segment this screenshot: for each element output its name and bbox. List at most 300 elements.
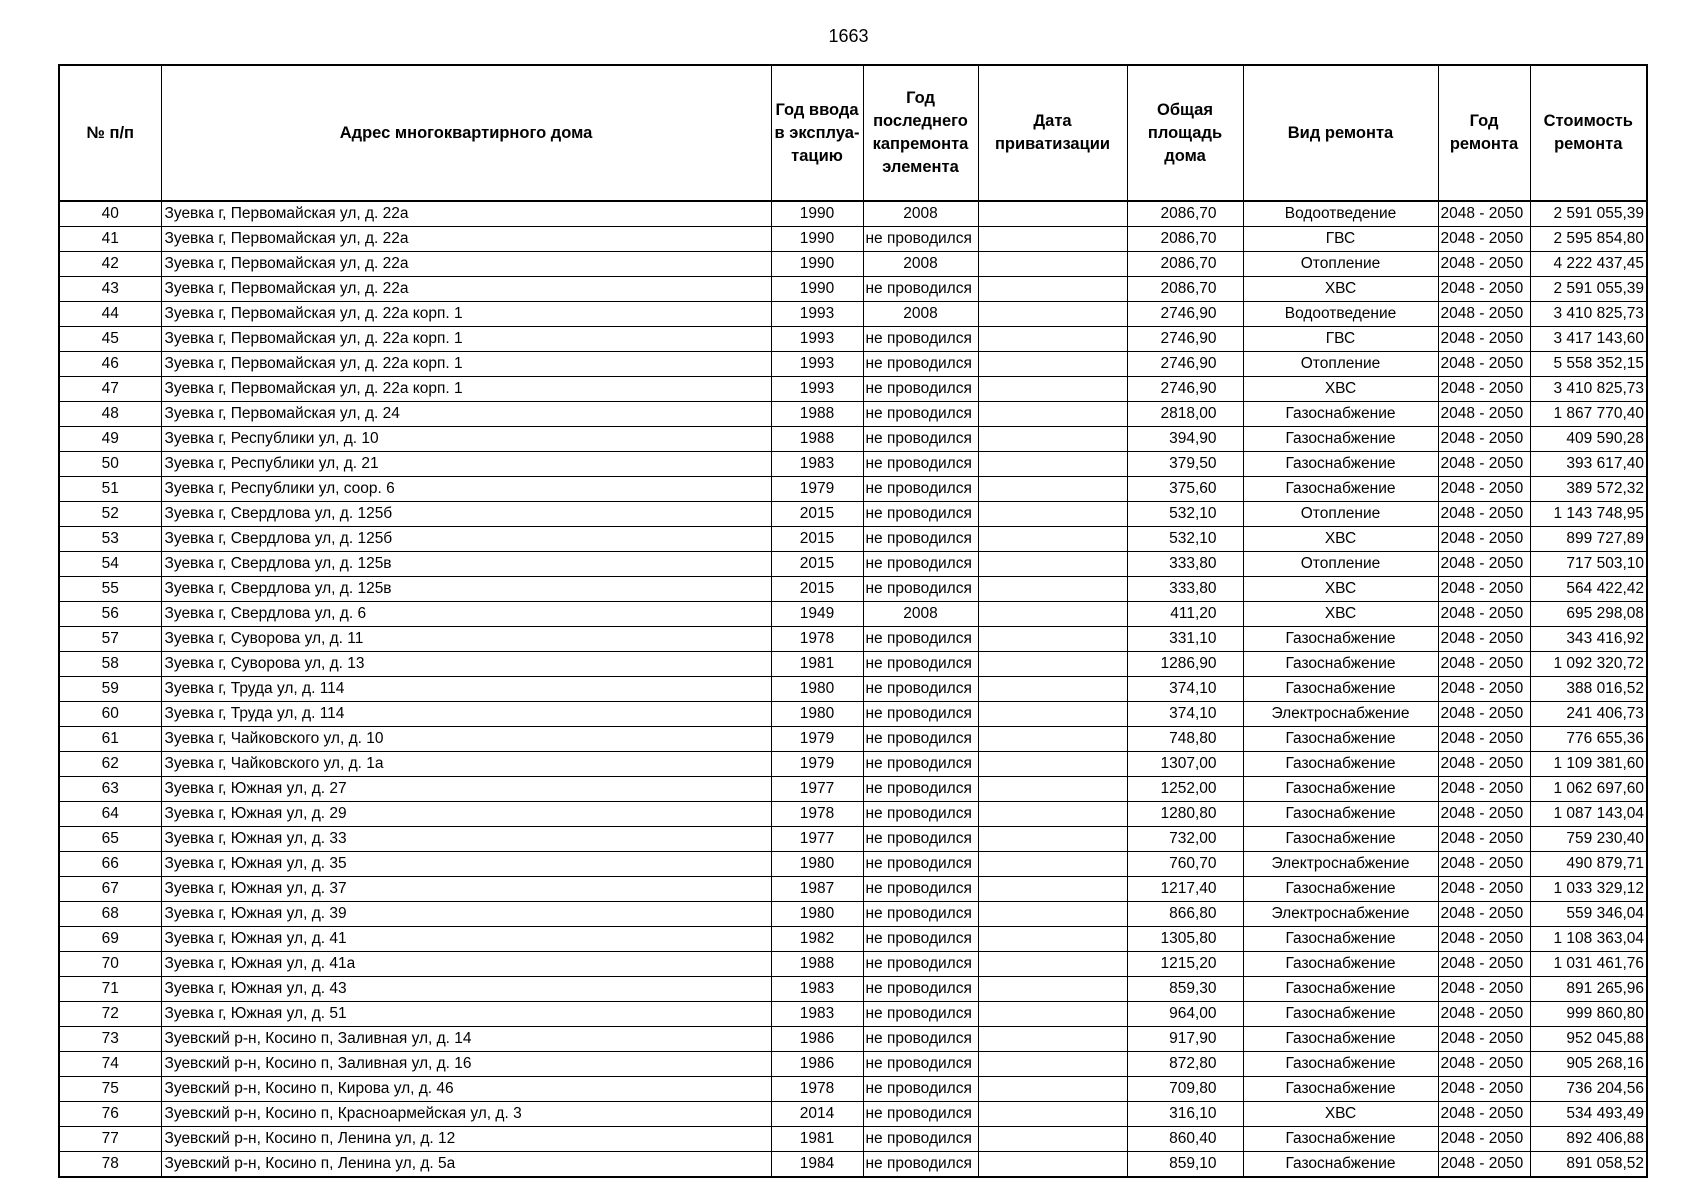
row-repair-type: ХВС bbox=[1243, 527, 1438, 552]
row-cost: 3 410 825,73 bbox=[1530, 377, 1647, 402]
row-cost: 564 422,42 bbox=[1530, 577, 1647, 602]
row-cost: 1 867 770,40 bbox=[1530, 402, 1647, 427]
row-last-repair: не проводился bbox=[863, 577, 978, 602]
row-address: Зуевка г, Первомайская ул, д. 24 bbox=[161, 402, 771, 427]
row-repair-type: Газоснабжение bbox=[1243, 477, 1438, 502]
row-cost: 1 033 329,12 bbox=[1530, 877, 1647, 902]
table-row bbox=[59, 452, 1647, 477]
row-last-repair: не проводился bbox=[863, 227, 978, 252]
row-number: 56 bbox=[59, 602, 161, 627]
row-repair-year: 2048 - 2050 bbox=[1438, 652, 1530, 677]
row-cost: 490 879,71 bbox=[1530, 852, 1647, 877]
row-address: Зуевка г, Южная ул, д. 39 bbox=[161, 902, 771, 927]
row-privatization bbox=[978, 727, 1127, 752]
row-repair-year: 2048 - 2050 bbox=[1438, 227, 1530, 252]
row-repair-type: Водоотведение bbox=[1243, 201, 1438, 227]
row-year-built: 1979 bbox=[771, 752, 863, 777]
row-address: Зуевка г, Южная ул, д. 41а bbox=[161, 952, 771, 977]
row-repair-year: 2048 - 2050 bbox=[1438, 627, 1530, 652]
row-number: 54 bbox=[59, 552, 161, 577]
table-row bbox=[59, 602, 1647, 627]
row-repair-year: 2048 - 2050 bbox=[1438, 1077, 1530, 1102]
row-repair-type: Газоснабжение bbox=[1243, 802, 1438, 827]
row-cost: 899 727,89 bbox=[1530, 527, 1647, 552]
row-privatization bbox=[978, 502, 1127, 527]
row-number: 77 bbox=[59, 1127, 161, 1152]
row-address: Зуевский р-н, Косино п, Красноармейская ул, д. 3 bbox=[161, 1102, 771, 1127]
row-area: 394,90 bbox=[1127, 427, 1243, 452]
row-repair-type: ХВС bbox=[1243, 277, 1438, 302]
row-year-built: 1993 bbox=[771, 302, 863, 327]
row-privatization bbox=[978, 627, 1127, 652]
row-year-built: 1980 bbox=[771, 677, 863, 702]
row-number: 57 bbox=[59, 627, 161, 652]
row-year-built: 1979 bbox=[771, 727, 863, 752]
row-area: 316,10 bbox=[1127, 1102, 1243, 1127]
row-cost: 3 417 143,60 bbox=[1530, 327, 1647, 352]
row-area: 760,70 bbox=[1127, 852, 1243, 877]
row-cost: 1 092 320,72 bbox=[1530, 652, 1647, 677]
row-year-built: 2015 bbox=[771, 502, 863, 527]
row-year-built: 1983 bbox=[771, 1002, 863, 1027]
row-cost: 409 590,28 bbox=[1530, 427, 1647, 452]
row-area: 2746,90 bbox=[1127, 352, 1243, 377]
table-row bbox=[59, 852, 1647, 877]
row-privatization bbox=[978, 827, 1127, 852]
row-area: 872,80 bbox=[1127, 1052, 1243, 1077]
row-number: 62 bbox=[59, 752, 161, 777]
row-number: 46 bbox=[59, 352, 161, 377]
table-row bbox=[59, 652, 1647, 677]
row-year-built: 1990 bbox=[771, 201, 863, 227]
header-num: № п/п bbox=[59, 65, 161, 201]
row-last-repair: не проводился bbox=[863, 802, 978, 827]
row-last-repair: не проводился bbox=[863, 1052, 978, 1077]
row-number: 49 bbox=[59, 427, 161, 452]
table-row bbox=[59, 1102, 1647, 1127]
row-area: 860,40 bbox=[1127, 1127, 1243, 1152]
row-repair-type: Газоснабжение bbox=[1243, 1127, 1438, 1152]
row-address: Зуевка г, Южная ул, д. 43 bbox=[161, 977, 771, 1002]
row-repair-type: Газоснабжение bbox=[1243, 1077, 1438, 1102]
row-year-built: 1988 bbox=[771, 952, 863, 977]
row-privatization bbox=[978, 602, 1127, 627]
header-row bbox=[59, 65, 1647, 201]
row-repair-year: 2048 - 2050 bbox=[1438, 852, 1530, 877]
row-last-repair: не проводился bbox=[863, 827, 978, 852]
row-repair-type: Газоснабжение bbox=[1243, 677, 1438, 702]
table-row bbox=[59, 502, 1647, 527]
row-area: 2086,70 bbox=[1127, 277, 1243, 302]
row-privatization bbox=[978, 402, 1127, 427]
row-number: 45 bbox=[59, 327, 161, 352]
row-privatization bbox=[978, 1127, 1127, 1152]
row-repair-year: 2048 - 2050 bbox=[1438, 777, 1530, 802]
table-row bbox=[59, 402, 1647, 427]
row-cost: 999 860,80 bbox=[1530, 1002, 1647, 1027]
row-number: 70 bbox=[59, 952, 161, 977]
row-number: 52 bbox=[59, 502, 161, 527]
row-repair-type: Отопление bbox=[1243, 352, 1438, 377]
row-year-built: 2015 bbox=[771, 552, 863, 577]
row-address: Зуевка г, Свердлова ул, д. 125в bbox=[161, 577, 771, 602]
row-year-built: 1981 bbox=[771, 652, 863, 677]
row-repair-year: 2048 - 2050 bbox=[1438, 902, 1530, 927]
row-repair-year: 2048 - 2050 bbox=[1438, 252, 1530, 277]
row-repair-type: Газоснабжение bbox=[1243, 727, 1438, 752]
row-repair-year: 2048 - 2050 bbox=[1438, 802, 1530, 827]
row-address: Зуевский р-н, Косино п, Ленина ул, д. 12 bbox=[161, 1127, 771, 1152]
row-last-repair: не проводился bbox=[863, 677, 978, 702]
row-address: Зуевка г, Свердлова ул, д. 6 bbox=[161, 602, 771, 627]
row-area: 374,10 bbox=[1127, 677, 1243, 702]
row-repair-type: Газоснабжение bbox=[1243, 752, 1438, 777]
table-row bbox=[59, 1027, 1647, 1052]
row-address: Зуевка г, Республики ул, соор. 6 bbox=[161, 477, 771, 502]
row-cost: 776 655,36 bbox=[1530, 727, 1647, 752]
table-row bbox=[59, 827, 1647, 852]
row-repair-type: Отопление bbox=[1243, 252, 1438, 277]
row-repair-type: Газоснабжение bbox=[1243, 627, 1438, 652]
header-privatization: Дата приватизации bbox=[978, 65, 1127, 201]
row-repair-type: Газоснабжение bbox=[1243, 1002, 1438, 1027]
row-cost: 1 108 363,04 bbox=[1530, 927, 1647, 952]
table-row bbox=[59, 1077, 1647, 1102]
row-privatization bbox=[978, 1002, 1127, 1027]
table-row bbox=[59, 927, 1647, 952]
header-address: Адрес многоквартирного дома bbox=[161, 65, 771, 201]
row-repair-year: 2048 - 2050 bbox=[1438, 927, 1530, 952]
row-privatization bbox=[978, 1152, 1127, 1178]
row-privatization bbox=[978, 427, 1127, 452]
row-repair-type: Газоснабжение bbox=[1243, 977, 1438, 1002]
row-privatization bbox=[978, 227, 1127, 252]
row-last-repair: не проводился bbox=[863, 877, 978, 902]
header-cost: Стоимость ремонта bbox=[1530, 65, 1647, 201]
table-row bbox=[59, 702, 1647, 727]
row-repair-type: Газоснабжение bbox=[1243, 927, 1438, 952]
row-repair-type: Газоснабжение bbox=[1243, 877, 1438, 902]
row-privatization bbox=[978, 1027, 1127, 1052]
row-repair-type: Газоснабжение bbox=[1243, 777, 1438, 802]
row-cost: 1 062 697,60 bbox=[1530, 777, 1647, 802]
row-privatization bbox=[978, 702, 1127, 727]
table-row bbox=[59, 252, 1647, 277]
row-repair-year: 2048 - 2050 bbox=[1438, 827, 1530, 852]
row-area: 532,10 bbox=[1127, 527, 1243, 552]
row-address: Зуевка г, Первомайская ул, д. 22а bbox=[161, 227, 771, 252]
row-last-repair: не проводился bbox=[863, 277, 978, 302]
row-cost: 559 346,04 bbox=[1530, 902, 1647, 927]
row-area: 2086,70 bbox=[1127, 252, 1243, 277]
table-row bbox=[59, 352, 1647, 377]
row-repair-type: Газоснабжение bbox=[1243, 827, 1438, 852]
row-privatization bbox=[978, 1102, 1127, 1127]
row-address: Зуевка г, Южная ул, д. 35 bbox=[161, 852, 771, 877]
row-address: Зуевка г, Южная ул, д. 41 bbox=[161, 927, 771, 952]
row-year-built: 1988 bbox=[771, 402, 863, 427]
table-row bbox=[59, 952, 1647, 977]
row-repair-type: Газоснабжение bbox=[1243, 1027, 1438, 1052]
row-area: 2746,90 bbox=[1127, 302, 1243, 327]
row-repair-type: Электроснабжение bbox=[1243, 852, 1438, 877]
row-address: Зуевка г, Южная ул, д. 51 bbox=[161, 1002, 771, 1027]
row-last-repair: не проводился bbox=[863, 327, 978, 352]
row-number: 60 bbox=[59, 702, 161, 727]
row-repair-type: ГВС bbox=[1243, 327, 1438, 352]
row-privatization bbox=[978, 201, 1127, 227]
row-privatization bbox=[978, 1052, 1127, 1077]
row-privatization bbox=[978, 902, 1127, 927]
row-address: Зуевка г, Свердлова ул, д. 125в bbox=[161, 552, 771, 577]
row-area: 1215,20 bbox=[1127, 952, 1243, 977]
header-year-built: Год ввода в эксплуа-тацию bbox=[771, 65, 863, 201]
row-area: 917,90 bbox=[1127, 1027, 1243, 1052]
row-repair-year: 2048 - 2050 bbox=[1438, 377, 1530, 402]
row-area: 1280,80 bbox=[1127, 802, 1243, 827]
table-row bbox=[59, 577, 1647, 602]
row-area: 866,80 bbox=[1127, 902, 1243, 927]
row-cost: 717 503,10 bbox=[1530, 552, 1647, 577]
row-year-built: 1978 bbox=[771, 802, 863, 827]
row-address: Зуевка г, Первомайская ул, д. 22а корп. 1 bbox=[161, 302, 771, 327]
row-cost: 1 109 381,60 bbox=[1530, 752, 1647, 777]
row-area: 375,60 bbox=[1127, 477, 1243, 502]
row-year-built: 1949 bbox=[771, 602, 863, 627]
row-privatization bbox=[978, 377, 1127, 402]
table-body bbox=[59, 201, 1647, 1177]
row-number: 51 bbox=[59, 477, 161, 502]
row-repair-year: 2048 - 2050 bbox=[1438, 1052, 1530, 1077]
row-last-repair: не проводился bbox=[863, 977, 978, 1002]
table-row bbox=[59, 977, 1647, 1002]
row-number: 50 bbox=[59, 452, 161, 477]
row-last-repair: не проводился bbox=[863, 777, 978, 802]
row-last-repair: не проводился bbox=[863, 1027, 978, 1052]
row-cost: 534 493,49 bbox=[1530, 1102, 1647, 1127]
row-area: 2818,00 bbox=[1127, 402, 1243, 427]
row-address: Зуевка г, Труда ул, д. 114 bbox=[161, 677, 771, 702]
row-area: 748,80 bbox=[1127, 727, 1243, 752]
header-area: Общая площадь дома bbox=[1127, 65, 1243, 201]
row-repair-year: 2048 - 2050 bbox=[1438, 877, 1530, 902]
row-repair-type: Газоснабжение bbox=[1243, 427, 1438, 452]
row-cost: 891 265,96 bbox=[1530, 977, 1647, 1002]
row-address: Зуевка г, Республики ул, д. 21 bbox=[161, 452, 771, 477]
row-number: 58 bbox=[59, 652, 161, 677]
row-address: Зуевка г, Первомайская ул, д. 22а bbox=[161, 252, 771, 277]
row-cost: 2 591 055,39 bbox=[1530, 277, 1647, 302]
row-cost: 736 204,56 bbox=[1530, 1077, 1647, 1102]
row-repair-year: 2048 - 2050 bbox=[1438, 277, 1530, 302]
row-privatization bbox=[978, 652, 1127, 677]
row-privatization bbox=[978, 927, 1127, 952]
row-last-repair: не проводился bbox=[863, 1077, 978, 1102]
row-repair-year: 2048 - 2050 bbox=[1438, 527, 1530, 552]
row-cost: 1 031 461,76 bbox=[1530, 952, 1647, 977]
row-area: 2746,90 bbox=[1127, 327, 1243, 352]
row-number: 41 bbox=[59, 227, 161, 252]
table-row bbox=[59, 1052, 1647, 1077]
row-repair-year: 2048 - 2050 bbox=[1438, 201, 1530, 227]
row-area: 374,10 bbox=[1127, 702, 1243, 727]
row-last-repair: 2008 bbox=[863, 602, 978, 627]
table-row bbox=[59, 752, 1647, 777]
row-repair-type: Электроснабжение bbox=[1243, 702, 1438, 727]
row-privatization bbox=[978, 352, 1127, 377]
row-area: 859,30 bbox=[1127, 977, 1243, 1002]
row-repair-type: Газоснабжение bbox=[1243, 652, 1438, 677]
row-address: Зуевский р-н, Косино п, Ленина ул, д. 5а bbox=[161, 1152, 771, 1178]
row-cost: 2 591 055,39 bbox=[1530, 201, 1647, 227]
row-cost: 241 406,73 bbox=[1530, 702, 1647, 727]
row-repair-type: ХВС bbox=[1243, 577, 1438, 602]
row-last-repair: не проводился bbox=[863, 702, 978, 727]
row-address: Зуевка г, Южная ул, д. 33 bbox=[161, 827, 771, 852]
row-last-repair: не проводился bbox=[863, 952, 978, 977]
row-repair-year: 2048 - 2050 bbox=[1438, 352, 1530, 377]
row-repair-year: 2048 - 2050 bbox=[1438, 1127, 1530, 1152]
row-year-built: 1977 bbox=[771, 777, 863, 802]
row-privatization bbox=[978, 802, 1127, 827]
row-last-repair: не проводился bbox=[863, 1002, 978, 1027]
row-number: 53 bbox=[59, 527, 161, 552]
row-area: 379,50 bbox=[1127, 452, 1243, 477]
row-area: 732,00 bbox=[1127, 827, 1243, 852]
table-row bbox=[59, 1002, 1647, 1027]
row-number: 66 bbox=[59, 852, 161, 877]
row-year-built: 1986 bbox=[771, 1052, 863, 1077]
row-privatization bbox=[978, 677, 1127, 702]
header-repair-year: Год ремонта bbox=[1438, 65, 1530, 201]
row-repair-type: Отопление bbox=[1243, 502, 1438, 527]
row-repair-type: ХВС bbox=[1243, 602, 1438, 627]
row-last-repair: не проводился bbox=[863, 1152, 978, 1178]
row-privatization bbox=[978, 1077, 1127, 1102]
row-repair-year: 2048 - 2050 bbox=[1438, 402, 1530, 427]
row-repair-type: Газоснабжение bbox=[1243, 1052, 1438, 1077]
row-privatization bbox=[978, 527, 1127, 552]
row-number: 40 bbox=[59, 201, 161, 227]
table-row bbox=[59, 552, 1647, 577]
row-last-repair: не проводился bbox=[863, 927, 978, 952]
table-row bbox=[59, 377, 1647, 402]
row-repair-year: 2048 - 2050 bbox=[1438, 602, 1530, 627]
row-number: 73 bbox=[59, 1027, 161, 1052]
row-privatization bbox=[978, 777, 1127, 802]
row-cost: 1 143 748,95 bbox=[1530, 502, 1647, 527]
table-row bbox=[59, 327, 1647, 352]
row-cost: 759 230,40 bbox=[1530, 827, 1647, 852]
row-privatization bbox=[978, 452, 1127, 477]
row-address: Зуевка г, Свердлова ул, д. 125б bbox=[161, 527, 771, 552]
header-last-repair: Год последнего капремонта элемента bbox=[863, 65, 978, 201]
row-privatization bbox=[978, 977, 1127, 1002]
table-row bbox=[59, 302, 1647, 327]
row-privatization bbox=[978, 477, 1127, 502]
row-privatization bbox=[978, 252, 1127, 277]
row-year-built: 1978 bbox=[771, 1077, 863, 1102]
page-number: 1663 bbox=[828, 26, 869, 46]
row-last-repair: 2008 bbox=[863, 252, 978, 277]
row-privatization bbox=[978, 577, 1127, 602]
row-last-repair: не проводился bbox=[863, 552, 978, 577]
row-area: 859,10 bbox=[1127, 1152, 1243, 1178]
row-cost: 2 595 854,80 bbox=[1530, 227, 1647, 252]
row-number: 68 bbox=[59, 902, 161, 927]
row-year-built: 1990 bbox=[771, 227, 863, 252]
row-repair-year: 2048 - 2050 bbox=[1438, 577, 1530, 602]
table-row bbox=[59, 802, 1647, 827]
row-number: 69 bbox=[59, 927, 161, 952]
table-row bbox=[59, 727, 1647, 752]
row-address: Зуевка г, Первомайская ул, д. 22а корп. 1 bbox=[161, 352, 771, 377]
row-last-repair: не проводился bbox=[863, 352, 978, 377]
row-repair-year: 2048 - 2050 bbox=[1438, 702, 1530, 727]
table-row bbox=[59, 1152, 1647, 1178]
row-repair-year: 2048 - 2050 bbox=[1438, 1152, 1530, 1178]
row-area: 1307,00 bbox=[1127, 752, 1243, 777]
row-cost: 892 406,88 bbox=[1530, 1127, 1647, 1152]
row-year-built: 1984 bbox=[771, 1152, 863, 1178]
row-repair-type: ХВС bbox=[1243, 377, 1438, 402]
row-year-built: 1988 bbox=[771, 427, 863, 452]
row-last-repair: не проводился bbox=[863, 377, 978, 402]
table-row bbox=[59, 677, 1647, 702]
row-cost: 388 016,52 bbox=[1530, 677, 1647, 702]
row-last-repair: не проводился bbox=[863, 627, 978, 652]
row-address: Зуевка г, Первомайская ул, д. 22а bbox=[161, 277, 771, 302]
row-number: 75 bbox=[59, 1077, 161, 1102]
repair-table bbox=[58, 64, 1648, 1178]
row-privatization bbox=[978, 752, 1127, 777]
row-number: 71 bbox=[59, 977, 161, 1002]
row-repair-year: 2048 - 2050 bbox=[1438, 452, 1530, 477]
table-row bbox=[59, 902, 1647, 927]
row-address: Зуевка г, Первомайская ул, д. 22а корп. 1 bbox=[161, 377, 771, 402]
row-repair-year: 2048 - 2050 bbox=[1438, 302, 1530, 327]
row-address: Зуевский р-н, Косино п, Кирова ул, д. 46 bbox=[161, 1077, 771, 1102]
row-area: 1305,80 bbox=[1127, 927, 1243, 952]
row-repair-year: 2048 - 2050 bbox=[1438, 677, 1530, 702]
row-area: 2746,90 bbox=[1127, 377, 1243, 402]
row-year-built: 1993 bbox=[771, 377, 863, 402]
row-cost: 393 617,40 bbox=[1530, 452, 1647, 477]
row-last-repair: 2008 bbox=[863, 302, 978, 327]
row-address: Зуевка г, Республики ул, д. 10 bbox=[161, 427, 771, 452]
row-address: Зуевка г, Южная ул, д. 37 bbox=[161, 877, 771, 902]
row-cost: 4 222 437,45 bbox=[1530, 252, 1647, 277]
row-repair-type: Газоснабжение bbox=[1243, 452, 1438, 477]
row-number: 59 bbox=[59, 677, 161, 702]
row-cost: 905 268,16 bbox=[1530, 1052, 1647, 1077]
row-cost: 952 045,88 bbox=[1530, 1027, 1647, 1052]
row-repair-type: Газоснабжение bbox=[1243, 1152, 1438, 1178]
row-repair-type: Газоснабжение bbox=[1243, 952, 1438, 977]
row-number: 55 bbox=[59, 577, 161, 602]
row-cost: 891 058,52 bbox=[1530, 1152, 1647, 1178]
row-address: Зуевка г, Первомайская ул, д. 22а корп. 1 bbox=[161, 327, 771, 352]
row-privatization bbox=[978, 552, 1127, 577]
row-last-repair: не проводился bbox=[863, 727, 978, 752]
row-year-built: 1983 bbox=[771, 977, 863, 1002]
row-area: 1252,00 bbox=[1127, 777, 1243, 802]
row-last-repair: не проводился bbox=[863, 477, 978, 502]
row-privatization bbox=[978, 277, 1127, 302]
row-address: Зуевка г, Свердлова ул, д. 125б bbox=[161, 502, 771, 527]
row-repair-year: 2048 - 2050 bbox=[1438, 1102, 1530, 1127]
table-row bbox=[59, 627, 1647, 652]
